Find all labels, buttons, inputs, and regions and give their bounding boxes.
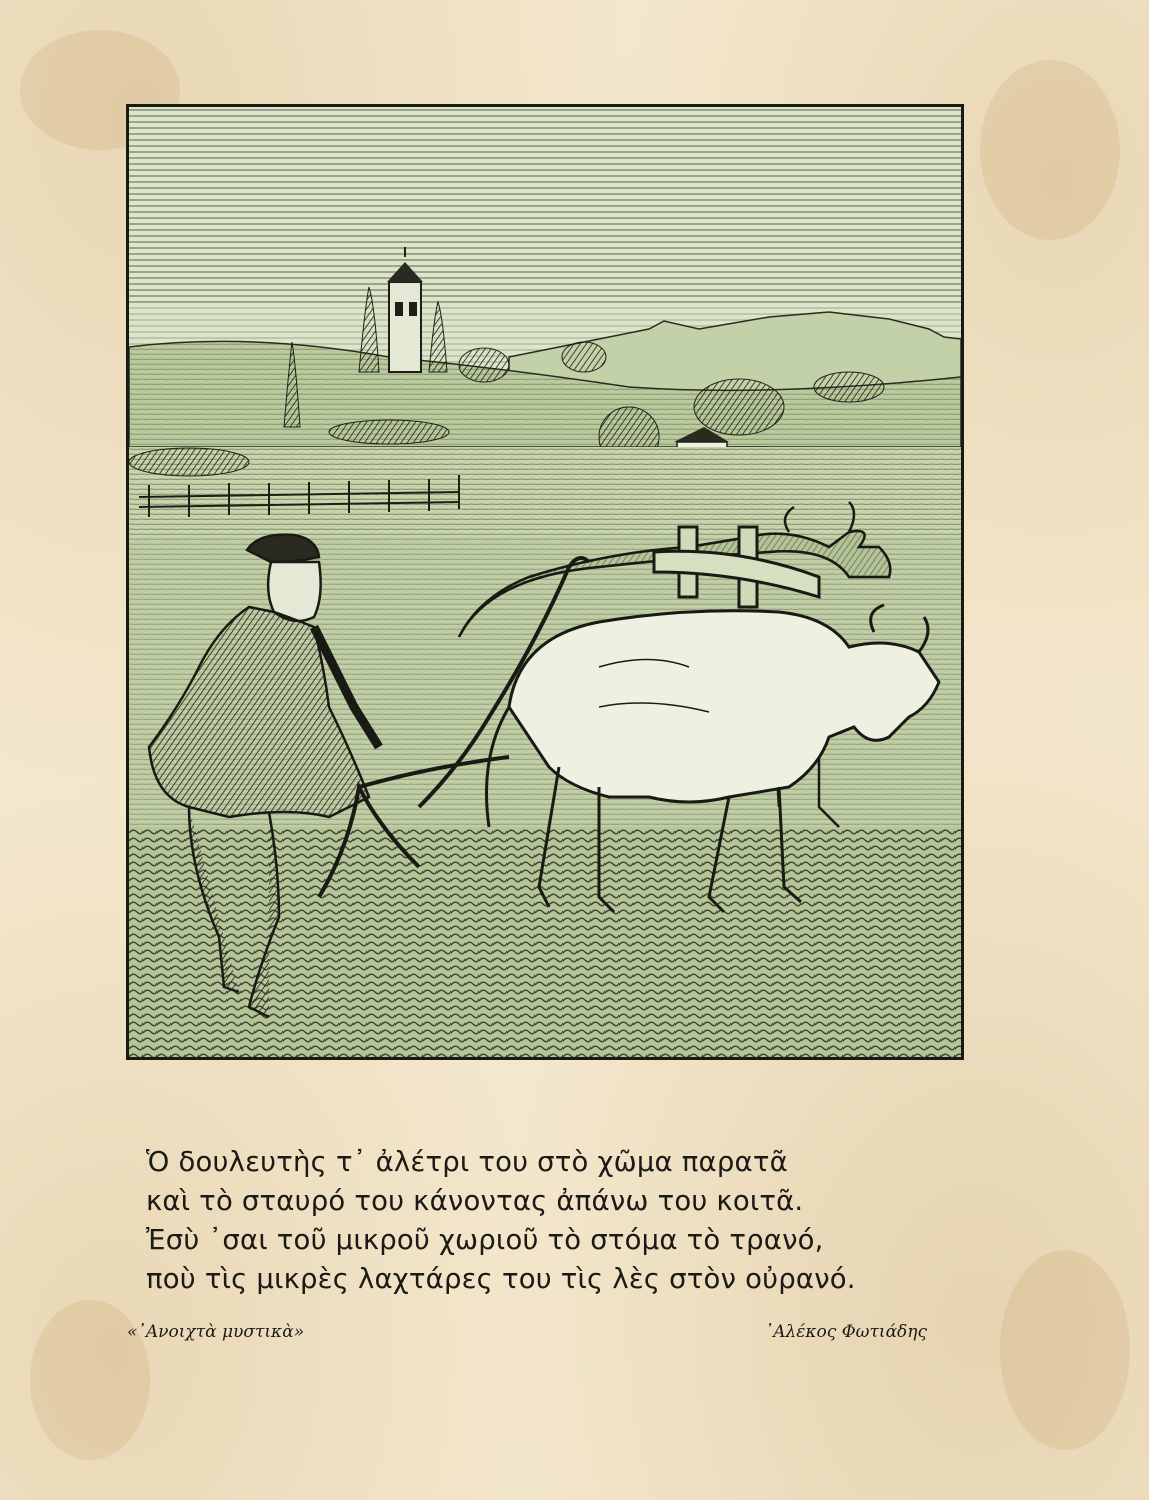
paper-stain <box>1000 1250 1130 1450</box>
poem-line-4: ποὺ τὶς μικρὲς λαχτάρες του τὶς λὲς στὸν οὐρανό. <box>146 1263 856 1295</box>
poem-line-3: Ἐσὺ ᾿σαι τοῦ μικροῦ χωριοῦ τὸ στόμα τὸ τρανό, <box>146 1224 824 1256</box>
poem-line-1: Ὁ δουλευτὴς τ᾿ ἀλέτρι του στὸ χῶμα παρατᾶ <box>146 1146 788 1178</box>
poem-line-2: καὶ τὸ σταυρό του κάνοντας ἀπάνω του κοιτᾶ. <box>146 1185 804 1217</box>
ploughing-illustration <box>126 104 964 1060</box>
poem <box>146 1143 976 1299</box>
poem-source: «᾿Ανοιχτὰ μυστικὰ» <box>127 1322 305 1342</box>
paper-stain <box>980 60 1120 240</box>
poem-author: ᾿Αλέκος Φωτιάδης <box>764 1322 927 1342</box>
